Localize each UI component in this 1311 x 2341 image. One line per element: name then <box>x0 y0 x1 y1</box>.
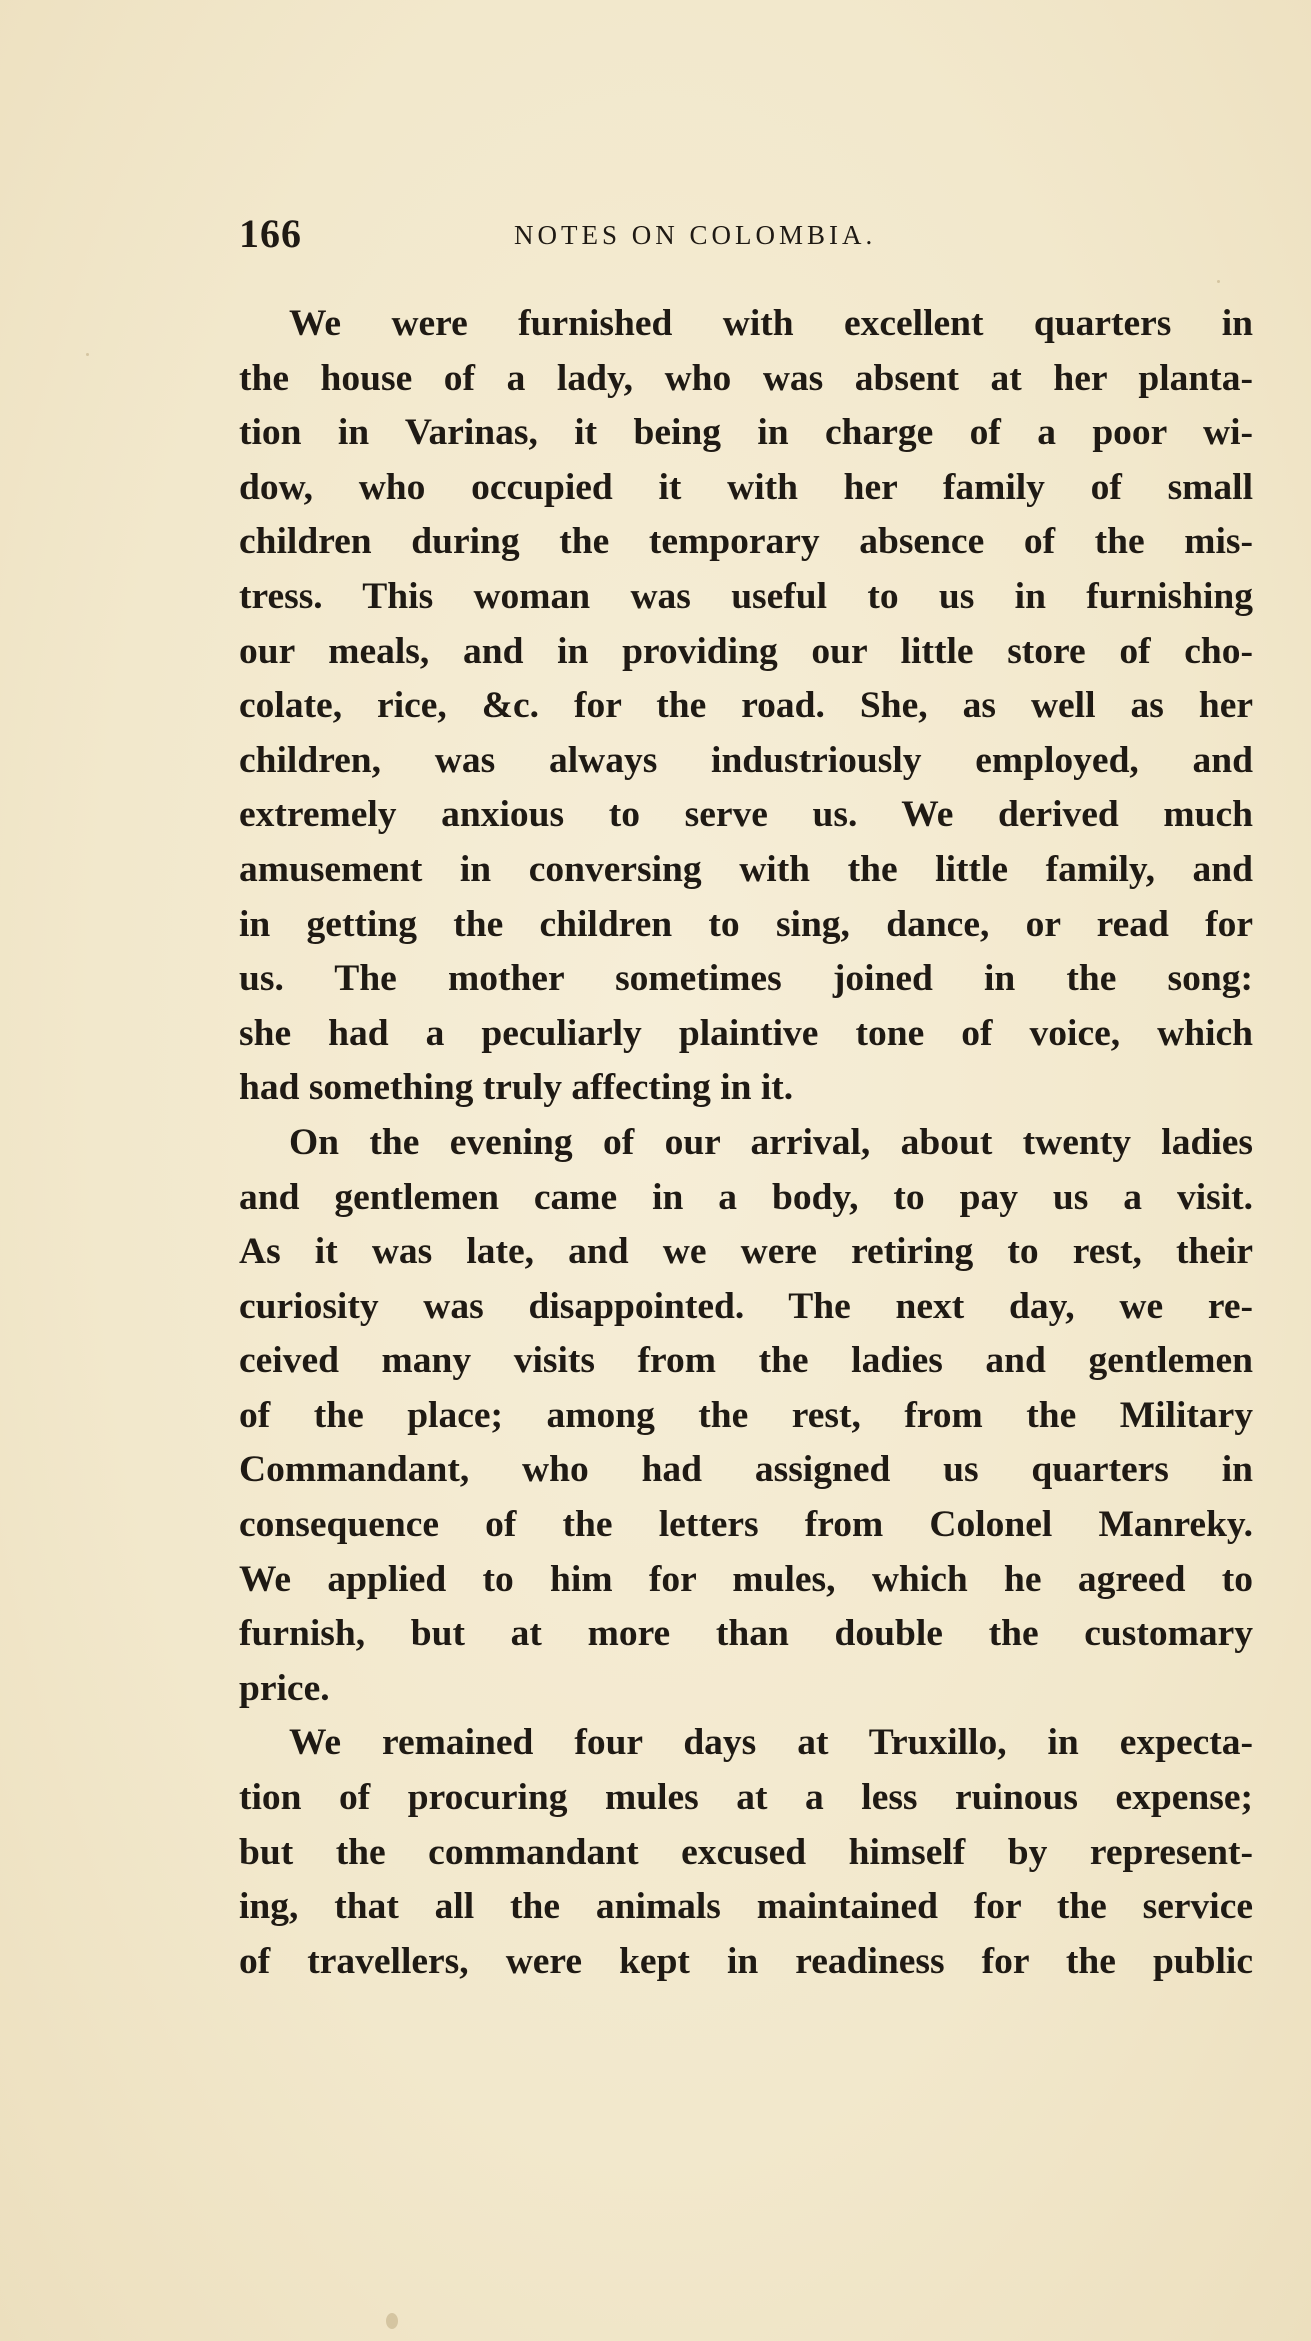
text-line: furnish, but at more than double the customary <box>239 1613 1253 1655</box>
text-line: dow, who occupied it with her family of small <box>239 466 1253 508</box>
text-line: price. <box>239 1667 330 1709</box>
text-line: she had a peculiarly plaintive tone of voice, which <box>239 1012 1253 1054</box>
text-line: Commandant, who had assigned us quarters in <box>239 1449 1253 1491</box>
text-line: tion of procuring mules at a less ruinous expense; <box>239 1777 1253 1819</box>
text-line: We were furnished with excellent quarters in <box>289 303 1253 344</box>
paper-speck <box>386 2313 398 2329</box>
text-line: the house of a lady, who was absent at her planta- <box>239 357 1253 399</box>
page-header <box>239 210 999 260</box>
text-line: ing, that all the animals maintained for the service <box>239 1886 1253 1928</box>
text-line: tress. This woman was useful to us in furnishing <box>239 575 1253 617</box>
text-line: in getting the children to sing, dance, or read for <box>239 903 1253 945</box>
text-line: children, was always industriously employed, and <box>239 739 1253 781</box>
text-line: We remained four days at Truxillo, in expecta- <box>289 1722 1253 1764</box>
text-line: but the commandant excused himself by represent- <box>239 1831 1253 1873</box>
text-line: ceived many visits from the ladies and gentlemen <box>239 1340 1253 1382</box>
text-line: As it was late, and we were retiring to rest, their <box>239 1231 1253 1273</box>
text-line: and gentlemen came in a body, to pay us a visit. <box>239 1176 1253 1218</box>
paper-speck <box>1217 280 1220 283</box>
body-text <box>239 297 1253 1989</box>
text-line: of travellers, were kept in readiness for the public <box>239 1940 1253 1982</box>
text-line: amusement in conversing with the little family, and <box>239 848 1253 890</box>
text-line: of the place; among the rest, from the Military <box>239 1394 1253 1436</box>
text-line: our meals, and in providing our little store of cho- <box>239 630 1253 672</box>
text-line: curiosity was disappointed. The next day, we re- <box>239 1285 1253 1327</box>
text-line: We applied to him for mules, which he agreed to <box>239 1558 1253 1600</box>
text-line: consequence of the letters from Colonel Manreky. <box>239 1504 1253 1546</box>
text-line: tion in Varinas, it being in charge of a poor wi- <box>239 412 1253 454</box>
text-line: On the evening of our arrival, about twenty ladies <box>289 1121 1253 1163</box>
text-line: extremely anxious to serve us. We derived much <box>239 794 1253 836</box>
page-number: 166 <box>239 211 302 256</box>
text-line: children during the temporary absence of the mis- <box>239 521 1253 563</box>
text-line: us. The mother sometimes joined in the song: <box>239 958 1253 1000</box>
text-line: colate, rice, &c. for the road. She, as well as her <box>239 685 1253 727</box>
paper-speck <box>86 353 89 356</box>
text-line: had something truly affecting in it. <box>239 1067 794 1109</box>
running-head: NOTES ON COLOMBIA. <box>514 220 877 250</box>
